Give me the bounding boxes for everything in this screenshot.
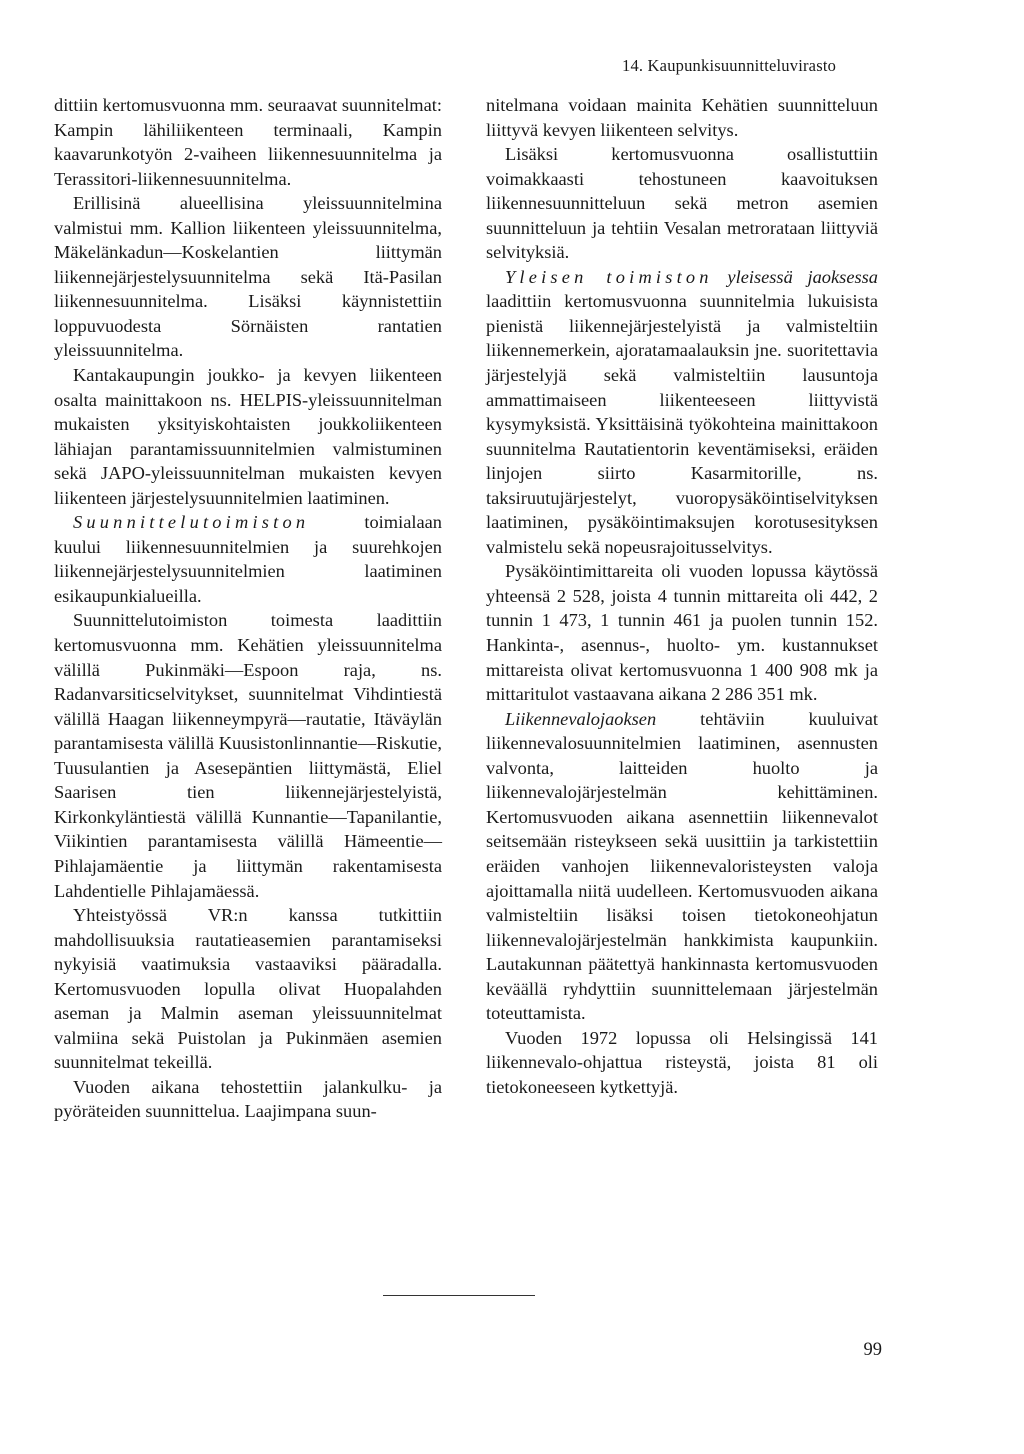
paragraph xyxy=(54,510,442,608)
paragraph: Pysäköintimittareita oli vuoden lopussa käytössä yhteensä 2 528, joista 4 tunnin mittareita oli 442, 2 tunnin 1 473, 1 tunnin 461 ja puolen tunnin 152. Hankinta-, asennus-, huolto- ym. kustannukset mittareista olivat kertomusvuonna 1 400 908 mk ja mittaritulot vastaavana aikana 2 286 351 mk. xyxy=(486,561,878,705)
paragraph: dittiin kertomusvuonna mm. seuraavat suunnitelmat: Kampin lähiliikenteen terminaali, Kampin kaavarunkotyön 2-vaiheen liikennesuunnitelma ja Terassitori-liikennesuunnitelma. xyxy=(54,95,442,189)
paragraph: Lisäksi kertomusvuonna osallistuttiin voimakkaasti tehostuneen kaavoituksen liikennesuunnitteluun sekä metron asemien suunnitteluun ja tehtiin Vesalan metrorataan liittyviä selvityksiä. xyxy=(486,144,878,263)
paragraph-text: laadittiin kertomusvuonna suunnitelmia lukuisista pienistä liikennejärjestelyistä ja valmisteltiin liikennemerkein, ajoratamaalauksin jne. suoritettavia järjestelyjä sekä valmisteltiin lausuntoja ammattimaiseen liikenteeseen liittyvistä kysymyksistä. Yksittäisinä työkohteina mainittakoon suunnitelma Rautatientorin keventämiseksi, eräiden linjojen siirto Kasarmitorille, ns. taksiruutujärjestelyt, vuoropysäköintiselvityksen laatiminen, pysäköintimaksujen korotusesityksen valmistelu sekä nopeusrajoitusselvitys. xyxy=(486,291,878,557)
section-lead: Liikennevalojaoksen xyxy=(505,708,657,729)
paragraph: Vuoden aikana tehostettiin jalankulku- ja pyöräteiden suunnittelua. Laajimpana suun- xyxy=(54,1076,442,1122)
footnote-rule xyxy=(383,1295,535,1296)
section-lead: Yleisen toimiston xyxy=(505,266,713,287)
paragraph: nitelmana voidaan mainita Kehätien suunnitteluun liittyvä kevyen liikenteen selvitys. xyxy=(486,95,878,140)
paragraph xyxy=(486,707,878,1026)
paragraph: Yhteistyössä VR:n kanssa tutkittiin mahdollisuuksia rautatieasemien parantamiseksi nykyisiä vaatimuksia vastaaviksi pääradalla. Kertomusvuoden lopulla olivat Huopalahden aseman ja Malmin aseman yleissuunnitelmat valmiina sekä Puistolan ja Pukinmäen asemien suunnitelmat tekeillä. xyxy=(54,905,442,1073)
right-column xyxy=(486,93,878,1099)
paragraph-text: toimialaan kuului liikennesuunnitelmien ja suurehkojen liikennejärjestelysuunnitelmien laatiminen esikaupunkialueilla. xyxy=(54,512,442,606)
paragraph xyxy=(486,265,878,560)
paragraph: Vuoden 1972 lopussa oli Helsingissä 141 liikennevalo-ohjattua risteystä, joista 81 oli tietokoneeseen kytkettyjä. xyxy=(486,1027,878,1097)
section-lead-subtitle: yleisessä jaoksessa xyxy=(712,266,878,287)
paragraph-text: tehtäviin kuuluivat liikennevalosuunnitelmien laatiminen, asennusten valvonta, laitteiden huolto ja liikennevalojärjestelmän kehittäminen. Kertomusvuoden aikana asennettiin liikennevalot seitsemään risteykseen sekä uusittiin ja tarkistettiin eräiden vanhojen liikennevaloristeysten valoja ajoittamalla niitä uudelleen. Kertomusvuoden aikana valmisteltiin lisäksi toisen tietokoneohjatun liikennevalojärjestelmän hankkimista kaupunkiin. Lautakunnan päätettyä hankinnasta kertomusvuoden keväällä ryhdyttiin suunnittelemaan järjestelmän toteuttamista. xyxy=(486,708,878,1024)
page-number: 99 xyxy=(863,1340,882,1360)
paragraph: Kantakaupungin joukko- ja kevyen liikenteen osalta mainittakoon ns. HELPIS-yleissuunnitelman mukaisten yksityiskohtaisten joukkoliikenteen lähiajan parantamissuunnitelmien valmistuminen sekä JAPO-yleissuunnitelman mukaisten kevyen liikenteen järjestelysuunnitelmien laatiminen. xyxy=(54,365,442,508)
running-head: 14. Kaupunkisuunnitteluvirasto xyxy=(622,56,837,75)
paragraph: Erillisinä alueellisina yleissuunnitelmina valmistui mm. Kallion liikenteen yleissuunnitelma, Mäkelänkadun—Koskelantien liittymän liikennejärjestelysuunnitelma sekä Itä-Pasilan liikennesuunnitelma. Lisäksi käynnistettiin loppuvuodesta Sörnäisten rantatien yleissuunnitelma. xyxy=(54,193,442,361)
left-column xyxy=(54,93,442,1124)
section-lead: Suunnittelutoimiston xyxy=(73,512,310,533)
paragraph: Suunnittelutoimiston toimesta laadittiin kertomusvuonna mm. Kehätien yleissuunnitelma välillä Pukinmäki—Espoon raja, ns. Radanvarsiticselvitykset, suunnitelmat Vihdintiestä välillä Haagan liikenneympyrä—rautatie, Itäväylän parantamisesta välillä Kuusistonlinnantie—Riskutie, Tuusulantien ja Asesepäntien liittymästä, Eliel Saarisen tien liikennejärjestelyistä, Kirkonkyläntiestä välillä Kunnantie—Tapanilantie, Viikintien parantamisesta välillä Hämeentie—Pihlajamäentie ja liittymän rakentamisesta Lahdentielle Pihlajamäessä. xyxy=(54,610,442,901)
